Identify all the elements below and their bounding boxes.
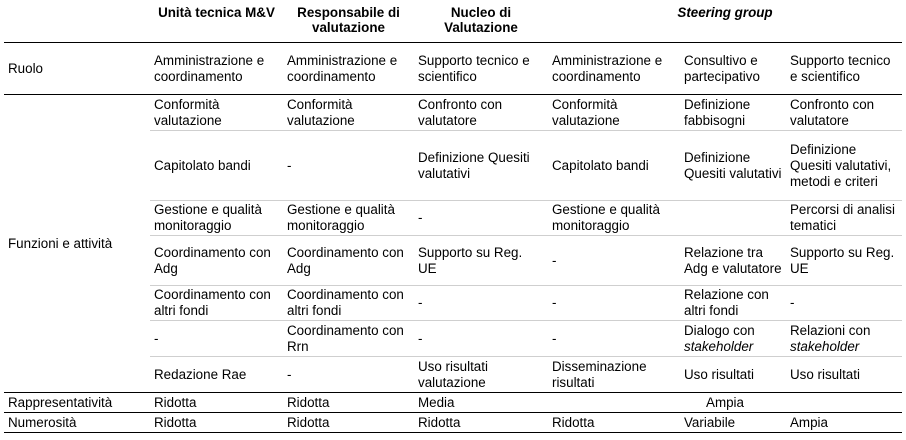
cell: Supporto su Reg. UE xyxy=(414,236,548,286)
cell: Uso risultati xyxy=(680,357,786,393)
cell: Confronto con valutatore xyxy=(414,95,548,131)
cell: - xyxy=(414,321,548,357)
row-rappresentativita xyxy=(4,393,902,413)
row-label-ruolo: Ruolo xyxy=(4,43,150,95)
cell: - xyxy=(150,321,283,357)
cell: Percorsi di analisi tematici xyxy=(786,201,902,236)
cell-text-italic: stakeholder xyxy=(684,338,754,354)
header-unita-tecnica: Unità tecnica M&V xyxy=(150,4,283,43)
cell: Relazione con altri fondi xyxy=(680,286,786,321)
cell: Gestione e qualità monitoraggio xyxy=(548,201,680,236)
cell xyxy=(680,321,786,357)
cell: Amministrazione e coordinamento xyxy=(283,43,414,95)
cell: Gestione e qualità monitoraggio xyxy=(283,201,414,236)
cell: Disseminazione risultati xyxy=(548,357,680,393)
cell: Definizione Quesiti valutativi xyxy=(414,131,548,201)
row-funzioni-1 xyxy=(4,95,902,131)
cell: Ridotta xyxy=(283,413,414,433)
row-numerosita xyxy=(4,413,902,433)
cell: Coordinamento con Adg xyxy=(283,236,414,286)
cell: Uso risultati valutazione xyxy=(414,357,548,393)
cell: - xyxy=(548,321,680,357)
cell: Confronto con valutatore xyxy=(786,95,902,131)
header-nucleo: Nucleo di Valutazione xyxy=(414,4,548,43)
cell-text-italic: stakeholder xyxy=(790,338,860,354)
cell: Definizione Quesiti valutativi xyxy=(680,131,786,201)
cell: Ridotta xyxy=(150,393,283,413)
cell: Coordinamento con altri fondi xyxy=(283,286,414,321)
cell: Relazione tra Adg e valutatore xyxy=(680,236,786,286)
cell: Ridotta xyxy=(548,413,680,433)
cell-merged: Ampia xyxy=(548,393,902,413)
header-empty xyxy=(4,4,150,43)
header-steering-group: Steering group xyxy=(548,4,902,43)
row-ruolo xyxy=(4,43,902,95)
cell: Ridotta xyxy=(283,393,414,413)
cell xyxy=(680,201,786,236)
cell-text: Dialogo con xyxy=(684,322,755,338)
cell: Variabile xyxy=(680,413,786,433)
cell: Amministrazione e coordinamento xyxy=(150,43,283,95)
cell: Capitolato bandi xyxy=(150,131,283,201)
cell: Capitolato bandi xyxy=(548,131,680,201)
cell: Ridotta xyxy=(150,413,283,433)
row-label-numerosita: Numerosità xyxy=(4,413,150,433)
cell: Conformità valutazione xyxy=(150,95,283,131)
cell: Conformità valutazione xyxy=(283,95,414,131)
cell: Coordinamento con altri fondi xyxy=(150,286,283,321)
cell: Supporto su Reg. UE xyxy=(786,236,902,286)
row-label-rappresentativita: Rappresentatività xyxy=(4,393,150,413)
cell: Ampia xyxy=(786,413,902,433)
governance-table xyxy=(4,4,902,433)
cell: Coordinamento con Rrn xyxy=(283,321,414,357)
cell: - xyxy=(548,286,680,321)
cell: Amministrazione e coordinamento xyxy=(548,43,680,95)
cell: Definizione fabbisogni xyxy=(680,95,786,131)
cell: - xyxy=(786,286,902,321)
cell: Uso risultati xyxy=(786,357,902,393)
cell: Supporto tecnico e scientifico xyxy=(414,43,548,95)
cell: Media xyxy=(414,393,548,413)
cell: - xyxy=(283,131,414,201)
cell xyxy=(786,321,902,357)
cell: Ridotta xyxy=(414,413,548,433)
header-responsabile: Responsabile di valutazione xyxy=(283,4,414,43)
cell: Gestione e qualità monitoraggio xyxy=(150,201,283,236)
header-row xyxy=(4,4,902,43)
cell-text: Relazioni con xyxy=(790,322,871,338)
cell: - xyxy=(414,286,548,321)
cell: Definizione Quesiti valutativi, metodi e criteri xyxy=(786,131,902,201)
cell: Supporto tecnico e scientifico xyxy=(786,43,902,95)
cell: Redazione Rae xyxy=(150,357,283,393)
cell: - xyxy=(548,236,680,286)
cell: - xyxy=(283,357,414,393)
cell: - xyxy=(414,201,548,236)
row-label-funzioni: Funzioni e attività xyxy=(4,95,150,393)
cell: Coordinamento con Adg xyxy=(150,236,283,286)
cell: Consultivo e partecipativo xyxy=(680,43,786,95)
cell: Conformità valutazione xyxy=(548,95,680,131)
